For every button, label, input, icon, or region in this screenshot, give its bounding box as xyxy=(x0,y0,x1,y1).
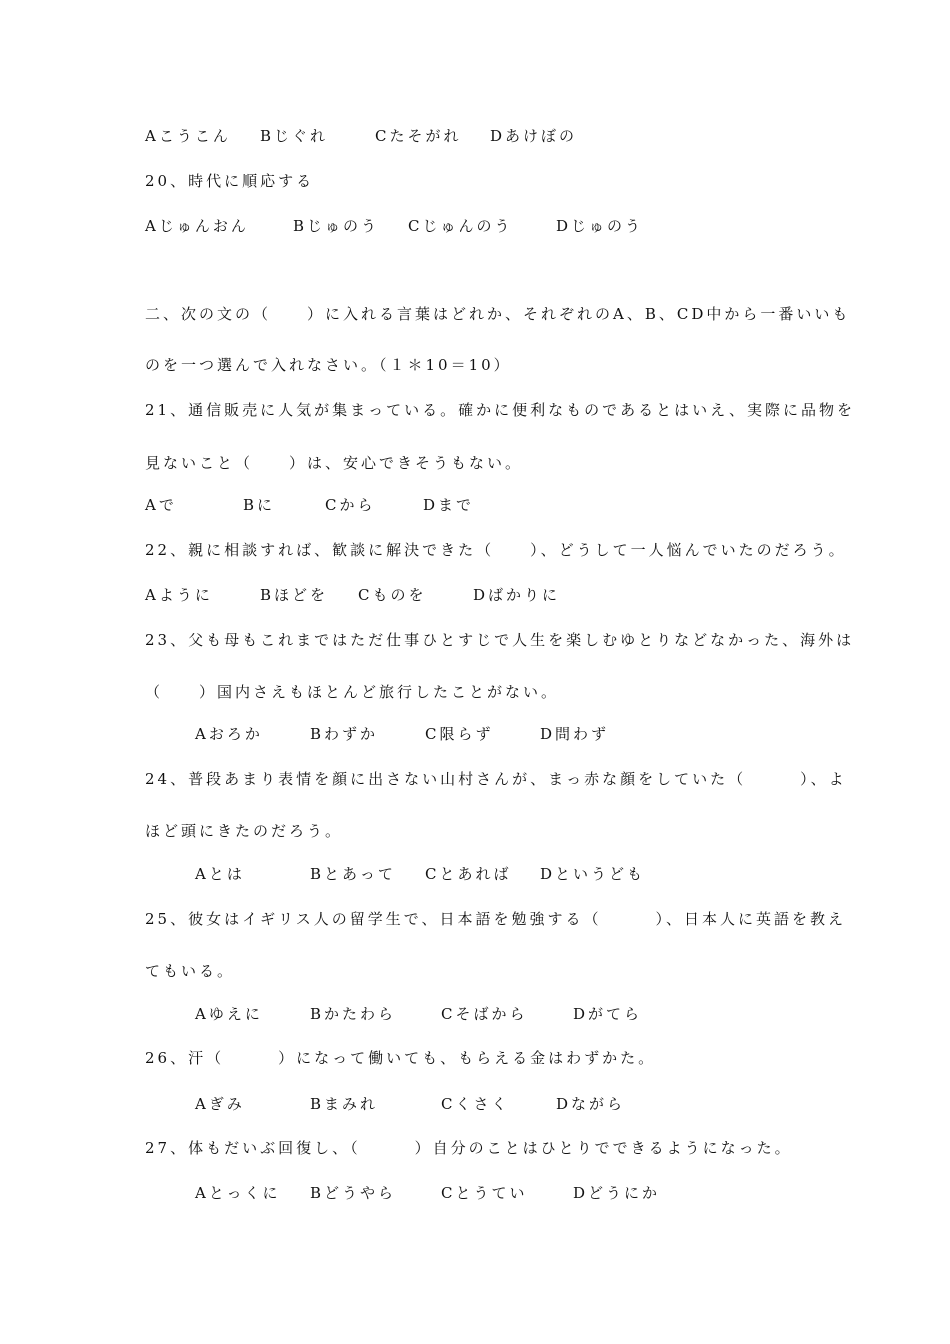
q24-option-a: Aとは xyxy=(195,865,245,883)
q22-option-d: Dばかりに xyxy=(473,586,561,604)
q25-option-b: Bかたわら xyxy=(310,1005,397,1023)
q23-option-c: C限らず xyxy=(425,725,494,743)
q21-option-c: Cから xyxy=(325,496,376,514)
q26-option-d: Dながら xyxy=(556,1095,626,1113)
q23-option-b: Bわずか xyxy=(310,725,379,743)
q21-option-a: Aで xyxy=(145,496,177,514)
q25-option-d: Dがてら xyxy=(573,1005,643,1023)
q23-question-line1: 23、父も母もこれまではただ仕事ひとすじで人生を楽しむゆとりなどなかった、海外は xyxy=(145,631,855,649)
q22-option-c: Cものを xyxy=(358,586,427,604)
q23-option-a: Aおろか xyxy=(195,725,263,743)
q24-option-d: Dというども xyxy=(540,865,646,883)
q19-option-a: Aこうこん xyxy=(145,127,231,145)
q21-option-b: Bに xyxy=(243,496,276,514)
q25-question-line1: 25、彼女はイギリス人の留学生で、日本語を勉強する（ ）、日本人に英語を教え xyxy=(145,910,846,928)
q24-question-line2: ほど頭にきたのだろう。 xyxy=(145,822,344,840)
q24-option-b: Bとあって xyxy=(310,865,396,883)
q26-question-line1: 26、汗（ ）になって働いても、もらえる金はわずかた。 xyxy=(145,1049,657,1067)
q23-question-line2: （ ）国内さえもほとんど旅行したことがない。 xyxy=(145,683,560,701)
q22-option-a: Aように xyxy=(145,586,213,604)
q19-option-d: Dあけぼの xyxy=(490,127,578,145)
q26-option-b: Bまみれ xyxy=(310,1095,379,1113)
q20-question: 20、時代に順応する xyxy=(145,172,315,190)
q26-option-c: Cくさく xyxy=(441,1095,510,1113)
q23-option-d: D問わず xyxy=(540,725,610,743)
q27-option-d: Dどうにか xyxy=(573,1184,661,1202)
q21-option-d: Dまで xyxy=(423,496,475,514)
section2-heading-line1: 二、次の文の（ ）に入れる言葉はどれか、それぞれのA、B、CD中から一番いいも xyxy=(145,305,851,323)
q27-option-c: Cとうてい xyxy=(441,1184,528,1202)
q26-option-a: Aぎみ xyxy=(195,1095,245,1113)
q19-option-b: Bじぐれ xyxy=(260,127,329,145)
section2-heading-line2: のを一つ選んで入れなさい。（１＊10＝10） xyxy=(145,356,512,374)
q20-option-b: Bじゅのう xyxy=(293,217,380,235)
q27-option-b: Bどうやら xyxy=(310,1184,397,1202)
q25-option-a: Aゆえに xyxy=(195,1005,263,1023)
q20-option-a: Aじゅんおん xyxy=(145,217,249,235)
q24-option-c: Cとあれば xyxy=(425,865,512,883)
q20-option-d: Dじゅのう xyxy=(556,217,644,235)
q25-option-c: Cそばから xyxy=(441,1005,528,1023)
q24-question-line1: 24、普段あまり表情を顔に出さない山村さんが、まっ赤な顔をしていた（ ）、よ xyxy=(145,770,847,788)
q20-option-c: Cじゅんのう xyxy=(408,217,513,235)
q19-option-c: Cたそがれ xyxy=(375,127,462,145)
q27-question-line1: 27、体もだいぶ回復し、（ ）自分のことはひとりでできるようになった。 xyxy=(145,1139,793,1157)
q22-question-line1: 22、親に相談すれば、歓談に解決できた（ ）、どうして一人悩んでいたのだろう。 xyxy=(145,541,847,559)
q25-question-line2: てもいる。 xyxy=(145,962,236,980)
q27-option-a: Aとっくに xyxy=(195,1184,281,1202)
q21-question-line2: 見ないこと（ ）は、安心できそうもない。 xyxy=(145,454,524,472)
q21-question-line1: 21、通信販売に人気が集まっている。確かに便利なものであるとはいえ、実際に品物を xyxy=(145,401,855,419)
q22-option-b: Bほどを xyxy=(260,586,329,604)
